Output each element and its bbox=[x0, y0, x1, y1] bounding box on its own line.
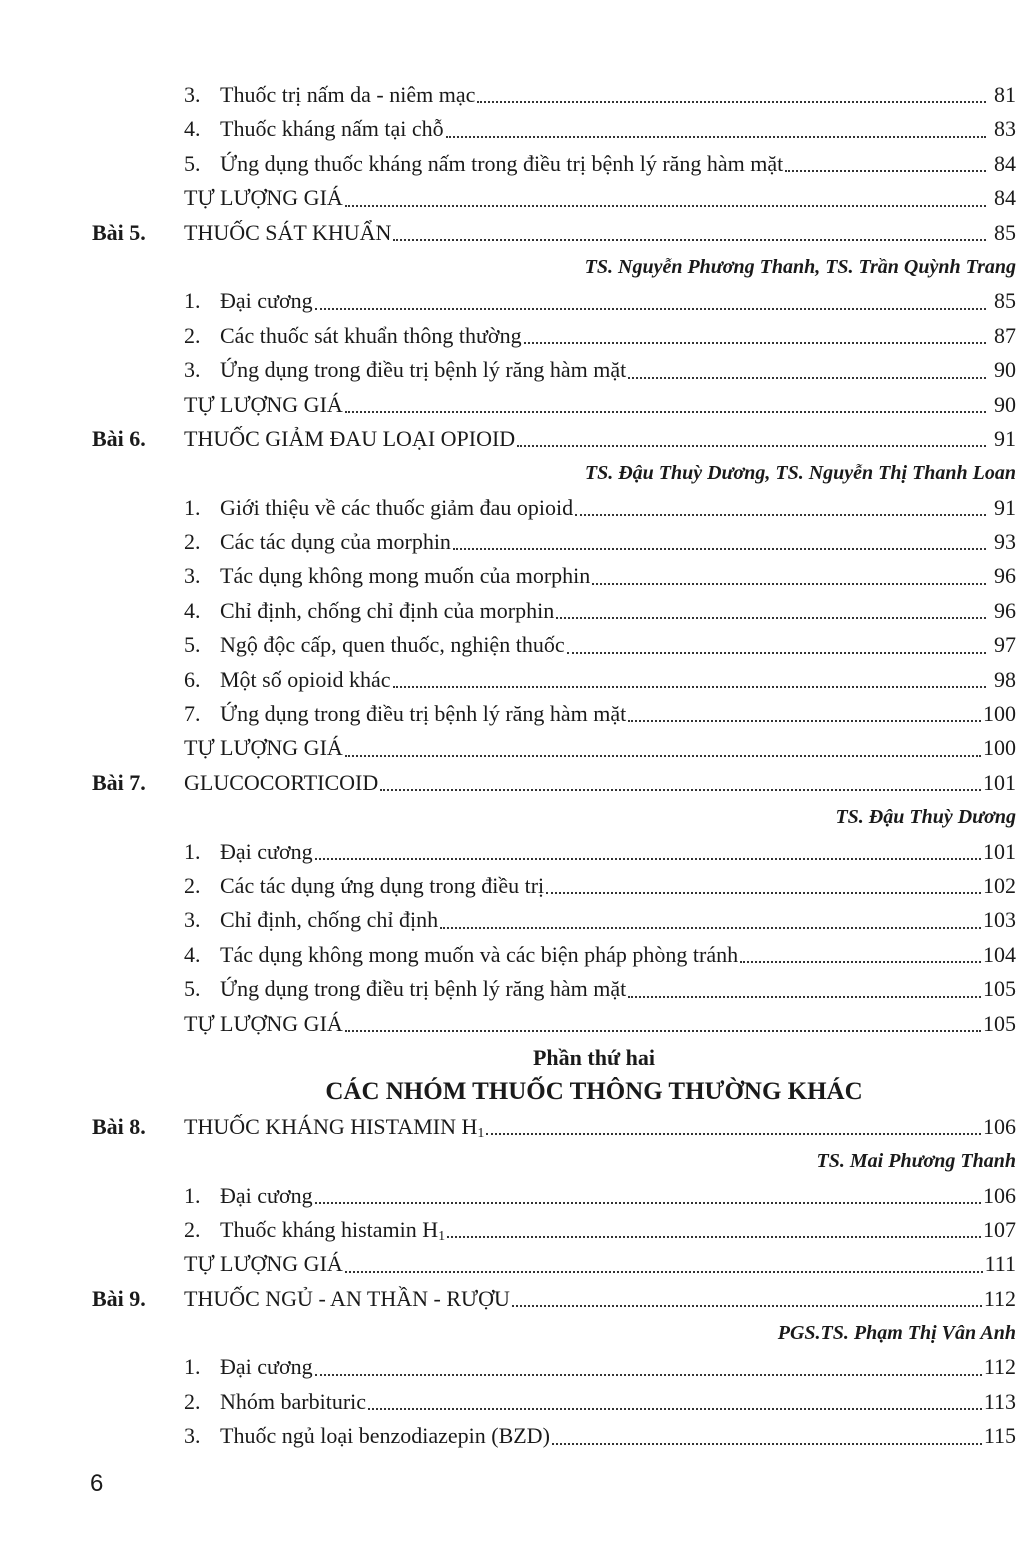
page-ref: 87 bbox=[994, 322, 1016, 348]
toc-item-row bbox=[92, 78, 1016, 112]
table-of-contents bbox=[92, 78, 1016, 1454]
lesson-title bbox=[184, 766, 378, 800]
item-index: 3. bbox=[184, 563, 201, 589]
toc-author-line bbox=[92, 250, 1016, 284]
page-ref: 90 bbox=[994, 357, 1016, 383]
item-index: 2. bbox=[184, 1388, 201, 1414]
lesson-number: Bài 7. bbox=[92, 769, 146, 795]
label-text: TỰ LƯỢNG GIÁ bbox=[184, 391, 343, 417]
toc-item-row bbox=[92, 525, 1016, 559]
item-index: 7. bbox=[184, 701, 201, 727]
item-title bbox=[220, 147, 783, 181]
label-text: Đại cương bbox=[220, 288, 313, 314]
toc-author-line bbox=[92, 456, 1016, 490]
toc-item-row bbox=[92, 1213, 1016, 1247]
toc-item-row bbox=[92, 938, 1016, 972]
item-index: 3. bbox=[184, 82, 201, 107]
item-title bbox=[220, 319, 522, 353]
page-ref: 104 bbox=[983, 941, 1016, 967]
dot-leader bbox=[393, 685, 987, 688]
dot-leader bbox=[345, 1029, 981, 1032]
toc-review-row bbox=[92, 731, 1016, 765]
item-title bbox=[220, 1213, 445, 1247]
page-ref: 103 bbox=[983, 907, 1016, 933]
label-text: THUỐC KHÁNG HISTAMIN H bbox=[184, 1113, 478, 1139]
part-title bbox=[92, 1075, 1016, 1109]
toc-item-row bbox=[92, 903, 1016, 937]
review-label bbox=[184, 731, 343, 765]
toc-item-row bbox=[92, 559, 1016, 593]
item-index: 1. bbox=[184, 288, 201, 314]
toc-review-row bbox=[92, 1247, 1016, 1281]
dot-leader bbox=[446, 135, 986, 138]
item-index: 2. bbox=[184, 322, 201, 348]
page-ref: 105 bbox=[983, 1010, 1016, 1036]
item-index: 3. bbox=[184, 907, 201, 933]
item-index: 6. bbox=[184, 666, 201, 692]
label-text: TỰ LƯỢNG GIÁ bbox=[184, 735, 343, 761]
dot-leader bbox=[567, 651, 986, 654]
toc-lesson-row bbox=[92, 422, 1016, 456]
toc-item-row bbox=[92, 1385, 1016, 1419]
label-text: Thuốc kháng histamin H bbox=[220, 1216, 439, 1242]
page-ref: 85 bbox=[994, 219, 1016, 245]
dot-leader bbox=[628, 995, 981, 998]
toc-item-row bbox=[92, 835, 1016, 869]
label-text: Nhóm barbituric bbox=[220, 1388, 367, 1414]
page-ref: 113 bbox=[983, 1388, 1016, 1414]
label-text: TỰ LƯỢNG GIÁ bbox=[184, 1010, 343, 1036]
page-ref: 84 bbox=[994, 150, 1016, 176]
toc-review-row bbox=[92, 388, 1016, 422]
dot-leader bbox=[380, 788, 981, 791]
dot-leader bbox=[345, 754, 981, 757]
page-ref: 106 bbox=[983, 1182, 1016, 1208]
toc-author: TS. Đậu Thuỳ Dương, TS. Nguyễn Thị Thanh Loan bbox=[584, 462, 1016, 485]
label-text: Ứng dụng thuốc kháng nấm trong điều trị bệnh lý răng hàm mặt bbox=[220, 150, 784, 176]
label-text: Thuốc ngủ loại benzodiazepin (BZD) bbox=[220, 1423, 550, 1449]
toc-author: TS. Mai Phương Thanh bbox=[816, 1150, 1016, 1173]
page-ref: 98 bbox=[994, 666, 1016, 692]
label-text: Đại cương bbox=[220, 1182, 313, 1208]
toc-lesson-row bbox=[92, 216, 1016, 250]
lesson-number: Bài 6. bbox=[92, 425, 146, 451]
item-title bbox=[220, 663, 391, 697]
label-text: Các thuốc sát khuẩn thông thường bbox=[220, 322, 522, 348]
item-title bbox=[220, 1385, 366, 1419]
toc-item-row bbox=[92, 1350, 1016, 1384]
dot-leader bbox=[552, 1442, 982, 1445]
item-title bbox=[220, 938, 738, 972]
item-title bbox=[220, 78, 475, 112]
toc-item-row bbox=[92, 972, 1016, 1006]
dot-leader bbox=[628, 376, 986, 379]
dot-leader bbox=[345, 204, 986, 207]
dot-leader bbox=[546, 891, 981, 894]
toc-item-row bbox=[92, 697, 1016, 731]
page-ref: 100 bbox=[983, 735, 1016, 761]
lesson-number: Bài 8. bbox=[92, 1113, 146, 1139]
item-index: 5. bbox=[184, 150, 201, 176]
label-text: TỰ LƯỢNG GIÁ bbox=[184, 1251, 343, 1277]
part-title-text: CÁC NHÓM THUỐC THÔNG THƯỜNG KHÁC bbox=[325, 1078, 863, 1106]
page-ref: 83 bbox=[994, 116, 1016, 142]
item-index: 2. bbox=[184, 529, 201, 555]
toc-item-row bbox=[92, 491, 1016, 525]
subscript: 1 bbox=[438, 1228, 446, 1244]
toc-item-row bbox=[92, 1419, 1016, 1453]
review-label bbox=[184, 1247, 343, 1281]
item-title bbox=[220, 559, 590, 593]
label-text: Đại cương bbox=[220, 838, 313, 864]
item-index: 5. bbox=[184, 632, 201, 658]
page-ref: 101 bbox=[983, 838, 1016, 864]
label-text: Tác dụng không mong muốn và các biện pháp phòng tránh bbox=[220, 941, 739, 967]
page-ref: 101 bbox=[983, 769, 1016, 795]
lesson-title bbox=[184, 1282, 510, 1316]
dot-leader bbox=[556, 616, 986, 619]
label-text: THUỐC NGỦ - AN THẦN - RƯỢU bbox=[184, 1285, 510, 1311]
review-label bbox=[184, 181, 343, 215]
page-ref: 100 bbox=[983, 701, 1016, 727]
dot-leader bbox=[440, 926, 981, 929]
label-text: THUỐC SÁT KHUẨN bbox=[184, 219, 392, 245]
label-text: Một số opioid khác bbox=[220, 666, 391, 692]
label-text: Giới thiệu về các thuốc giảm đau opioid bbox=[220, 494, 574, 520]
item-title bbox=[220, 1419, 550, 1453]
label-text: THUỐC GIẢM ĐAU LOẠI OPIOID bbox=[184, 425, 516, 451]
lesson-title bbox=[184, 216, 391, 250]
label-text: Các tác dụng của morphin bbox=[220, 529, 451, 555]
item-index: 3. bbox=[184, 357, 201, 383]
page-ref: 107 bbox=[983, 1216, 1016, 1242]
item-title bbox=[220, 1350, 313, 1384]
toc-review-row bbox=[92, 1007, 1016, 1041]
toc-author-line bbox=[92, 800, 1016, 834]
item-title bbox=[220, 1179, 313, 1213]
dot-leader bbox=[345, 410, 986, 413]
page-ref: 85 bbox=[994, 288, 1016, 314]
page-ref: 91 bbox=[994, 494, 1016, 520]
toc-lesson-row bbox=[92, 1110, 1016, 1144]
toc-item-row bbox=[92, 594, 1016, 628]
dot-leader bbox=[368, 1407, 982, 1410]
label-text: Đại cương bbox=[220, 1354, 313, 1380]
part-heading bbox=[92, 1041, 1016, 1075]
page-ref: 81 bbox=[994, 82, 1016, 107]
toc-review-row bbox=[92, 181, 1016, 215]
page-ref: 112 bbox=[983, 1354, 1016, 1380]
label-text: Ứng dụng trong điều trị bệnh lý răng hàm mặt bbox=[220, 976, 627, 1002]
label-text: Thuốc kháng nấm tại chỗ bbox=[220, 116, 444, 142]
page-ref: 93 bbox=[994, 529, 1016, 555]
page-ref: 90 bbox=[994, 391, 1016, 417]
item-index: 4. bbox=[184, 597, 201, 623]
item-title bbox=[220, 112, 444, 146]
toc-author: TS. Đậu Thuỳ Dương bbox=[835, 806, 1016, 829]
dot-leader bbox=[315, 1373, 982, 1376]
toc-item-row bbox=[92, 112, 1016, 146]
toc-author-line bbox=[92, 1144, 1016, 1178]
toc-item-row bbox=[92, 1179, 1016, 1213]
toc-author: TS. Nguyễn Phương Thanh, TS. Trần Quỳnh Trang bbox=[584, 255, 1016, 278]
item-index: 5. bbox=[184, 976, 201, 1002]
page-ref: 106 bbox=[983, 1113, 1016, 1139]
item-index: 4. bbox=[184, 116, 201, 142]
toc-item-row bbox=[92, 319, 1016, 353]
item-index: 1. bbox=[184, 1354, 201, 1380]
item-title bbox=[220, 697, 626, 731]
page-number: 6 bbox=[90, 1470, 104, 1497]
dot-leader bbox=[517, 444, 986, 447]
dot-leader bbox=[315, 1201, 981, 1204]
toc-item-row bbox=[92, 663, 1016, 697]
item-index: 2. bbox=[184, 872, 201, 898]
label-text: Tác dụng không mong muốn của morphin bbox=[220, 563, 591, 589]
toc-item-row bbox=[92, 628, 1016, 662]
page-ref: 111 bbox=[984, 1251, 1016, 1277]
toc-author-line bbox=[92, 1316, 1016, 1350]
toc-lesson-row bbox=[92, 1282, 1016, 1316]
item-title bbox=[220, 491, 573, 525]
dot-leader bbox=[628, 719, 981, 722]
dot-leader bbox=[315, 307, 986, 310]
toc-item-row bbox=[92, 353, 1016, 387]
label-text: Ứng dụng trong điều trị bệnh lý răng hàm mặt bbox=[220, 357, 627, 383]
review-label bbox=[184, 1007, 343, 1041]
page-ref: 91 bbox=[994, 425, 1016, 451]
toc-item-row bbox=[92, 869, 1016, 903]
dot-leader bbox=[592, 582, 986, 585]
label-text: GLUCOCORTICOID bbox=[184, 769, 379, 795]
item-title bbox=[220, 284, 313, 318]
dot-leader bbox=[447, 1235, 981, 1238]
toc-author: PGS.TS. Phạm Thị Vân Anh bbox=[777, 1322, 1016, 1345]
label-text: TỰ LƯỢNG GIÁ bbox=[184, 185, 343, 211]
item-index: 1. bbox=[184, 494, 201, 520]
review-label bbox=[184, 388, 343, 422]
toc-item-row bbox=[92, 284, 1016, 318]
page-ref: 102 bbox=[983, 872, 1016, 898]
toc-item-row bbox=[92, 147, 1016, 181]
item-index: 3. bbox=[184, 1423, 201, 1449]
part-heading-text: Phần thứ hai bbox=[532, 1044, 656, 1070]
lesson-number: Bài 5. bbox=[92, 219, 146, 245]
dot-leader bbox=[345, 1270, 983, 1273]
subscript: 1 bbox=[477, 1125, 485, 1141]
label-text: Ứng dụng trong điều trị bệnh lý răng hàm mặt bbox=[220, 701, 627, 727]
label-text: Chỉ định, chống chỉ định bbox=[220, 907, 439, 933]
dot-leader bbox=[315, 857, 981, 860]
item-title bbox=[220, 594, 554, 628]
page-ref: 84 bbox=[994, 185, 1016, 211]
dot-leader bbox=[477, 100, 986, 103]
page-ref: 96 bbox=[994, 597, 1016, 623]
label-text: Các tác dụng ứng dụng trong điều trị bbox=[220, 872, 545, 898]
lesson-number: Bài 9. bbox=[92, 1285, 146, 1311]
dot-leader bbox=[524, 341, 986, 344]
item-title bbox=[220, 353, 626, 387]
dot-leader bbox=[575, 513, 986, 516]
item-index: 4. bbox=[184, 941, 201, 967]
item-index: 1. bbox=[184, 838, 201, 864]
page-ref: 96 bbox=[994, 563, 1016, 589]
page-ref: 105 bbox=[983, 976, 1016, 1002]
dot-leader bbox=[486, 1132, 981, 1135]
page-ref: 97 bbox=[994, 632, 1016, 658]
dot-leader bbox=[393, 238, 986, 241]
toc-lesson-row bbox=[92, 766, 1016, 800]
item-title bbox=[220, 869, 544, 903]
item-title bbox=[220, 835, 313, 869]
lesson-title bbox=[184, 1110, 484, 1144]
item-title bbox=[220, 525, 451, 559]
label-text: Chỉ định, chống chỉ định của morphin bbox=[220, 597, 555, 623]
dot-leader bbox=[785, 169, 986, 172]
dot-leader bbox=[740, 960, 981, 963]
dot-leader bbox=[453, 547, 986, 550]
page-ref: 115 bbox=[983, 1423, 1016, 1449]
item-title bbox=[220, 972, 626, 1006]
item-title bbox=[220, 903, 438, 937]
label-text: Thuốc trị nấm da - niêm mạc bbox=[220, 82, 476, 107]
lesson-title bbox=[184, 422, 515, 456]
item-title bbox=[220, 628, 565, 662]
item-index: 1. bbox=[184, 1182, 201, 1208]
item-index: 2. bbox=[184, 1216, 201, 1242]
dot-leader bbox=[512, 1304, 982, 1307]
label-text: Ngộ độc cấp, quen thuốc, nghiện thuốc bbox=[220, 632, 565, 658]
page-ref: 112 bbox=[983, 1285, 1016, 1311]
